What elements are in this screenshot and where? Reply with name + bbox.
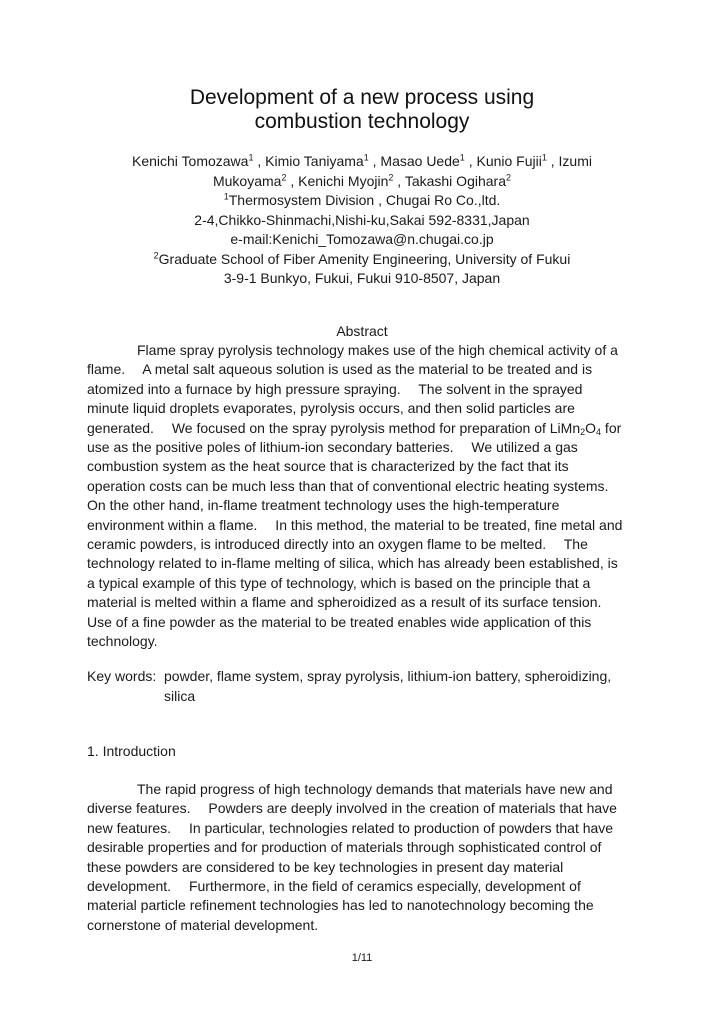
author-name: Kunio Fujii — [476, 153, 542, 169]
keywords-list: powder, flame system, spray pyrolysis, lithium-ion battery, spheroidizing, — [164, 668, 612, 684]
author-separator: , — [368, 153, 381, 169]
text-fragment: generated. We focused on the spray pyrolysis method for preparation of LiMn — [87, 419, 581, 436]
title-line: Development of a new process using — [189, 86, 535, 109]
text-line: technology related to in-flame melting of silica, which has already been established, is — [87, 555, 618, 572]
abstract-heading: Abstract — [336, 323, 388, 339]
author-separator: , — [286, 172, 299, 189]
text-fragment: O — [585, 419, 597, 436]
affiliation-2-address: 3-9-1 Bunkyo, Fukui, Fukui 910-8507, Japan — [223, 270, 501, 286]
keywords-line: silica — [164, 688, 196, 704]
text-line: a typical example of this type of technology, which is based on the principle that a — [87, 574, 591, 591]
text-fragment: for — [601, 419, 622, 436]
text-line: technology. — [87, 633, 158, 650]
affiliation-1-name — [0, 191, 724, 211]
affiliation-marker: 2 — [153, 249, 159, 260]
affiliation-2-name — [0, 250, 724, 270]
author-separator: , — [253, 153, 266, 169]
text-line: operation costs can be much less than that of conventional electric heating systems. — [87, 477, 609, 494]
text-line: Use of a fine powder as the material to be treated enables wide application of this — [87, 613, 592, 630]
text-line: these powders are considered to be key technologies in present day material — [87, 858, 564, 875]
affiliation-marker: 1 — [541, 152, 547, 163]
author-separator: , — [546, 153, 559, 169]
author-line-2 — [0, 172, 724, 192]
keywords-label: Key words: — [87, 668, 157, 684]
author-name: Masao Uede — [380, 153, 460, 169]
affiliation-marker: 1 — [223, 191, 229, 202]
subscript: 2 — [580, 426, 586, 437]
affiliation-marker: 1 — [248, 152, 254, 163]
author-name: Takashi Ogihara — [404, 172, 506, 189]
text-line: combustion system as the heat source that is characterized by the fact that its — [87, 458, 569, 475]
text-line: new features. In particular, technologies related to production of powders that have — [87, 819, 614, 836]
author-block — [0, 152, 724, 289]
text-line: minute liquid droplets evaporates, pyrolysis occurs, and then solid particles are — [87, 400, 575, 417]
title-line: combustion technology — [254, 110, 470, 133]
text-line: cornerstone of material development. — [87, 916, 319, 933]
affiliation-marker: 2 — [281, 171, 287, 182]
text-line: The rapid progress of high technology demands that materials have new and — [137, 781, 613, 797]
text-line: material particle refinement technologies has led to nanotechnology becoming the — [87, 897, 594, 914]
affiliation-1-address: 2-4,Chikko-Shinmachi,Nishi-ku,Sakai 592-8331,Japan — [194, 211, 530, 228]
text-line — [87, 419, 647, 438]
text-line: On the other hand, in-flame treatment technology uses the high-temperature — [87, 497, 560, 514]
author-name: Kenichi Myojin — [298, 172, 389, 189]
page-number: 1/11 — [351, 952, 373, 964]
affiliation-marker: 2 — [506, 171, 512, 182]
affiliation-1-email: e-mail:Kenichi_Tomozawa@n.chugai.co.jp — [230, 231, 494, 247]
text-line: flame. A metal salt aqueous solution is used as the material to be treated and is — [87, 361, 593, 378]
subscript: 4 — [596, 426, 602, 437]
author-name: Kimio Taniyama — [265, 153, 364, 169]
affiliation-text: Graduate School of Fiber Amenity Engineering, University of Fukui — [158, 250, 571, 267]
text-line: desirable properties and for production of materials through sophisticated control of — [87, 839, 602, 856]
text-line: material is melted within a flame and spheroidized as a result of its surface tension. — [87, 594, 602, 611]
introduction-body — [87, 780, 647, 935]
text-line: atomized into a furnace by high pressure spraying. The solvent in the sprayed — [87, 380, 583, 397]
abstract-body — [87, 341, 647, 652]
affiliation-marker: 2 — [388, 171, 394, 182]
author-line-1 — [0, 152, 724, 172]
text-line: ceramic powders, is introduced directly into an oxygen flame to be melted. The — [87, 536, 588, 553]
text-line: development. Furthermore, in the field of ceramics especially, development of — [87, 878, 581, 895]
text-line: environment within a flame. In this method, the material to be treated, fine metal and — [87, 516, 623, 533]
text-line: use as the positive poles of lithium-ion secondary batteries. We utilized a gas — [87, 439, 578, 456]
affiliation-text: Thermosystem Division , Chugai Ro Co.,ltd. — [228, 192, 501, 208]
keywords — [87, 666, 611, 706]
author-name: Kenichi Tomozawa — [131, 153, 249, 169]
paper-title — [0, 86, 724, 134]
text-line: Flame spray pyrolysis technology makes use of the high chemical activity of a — [137, 342, 618, 358]
author-separator: , — [464, 153, 477, 169]
text-line: diverse features. Powders are deeply involved in the creation of materials that have — [87, 800, 617, 817]
section-heading-introduction: 1. Introduction — [87, 743, 176, 759]
author-name: Mukoyama — [212, 172, 282, 189]
keywords-line — [87, 666, 611, 686]
author-name: Izumi — [558, 153, 592, 169]
author-separator: , — [393, 172, 405, 189]
affiliation-marker: 1 — [459, 152, 465, 163]
affiliation-marker: 1 — [363, 152, 369, 163]
